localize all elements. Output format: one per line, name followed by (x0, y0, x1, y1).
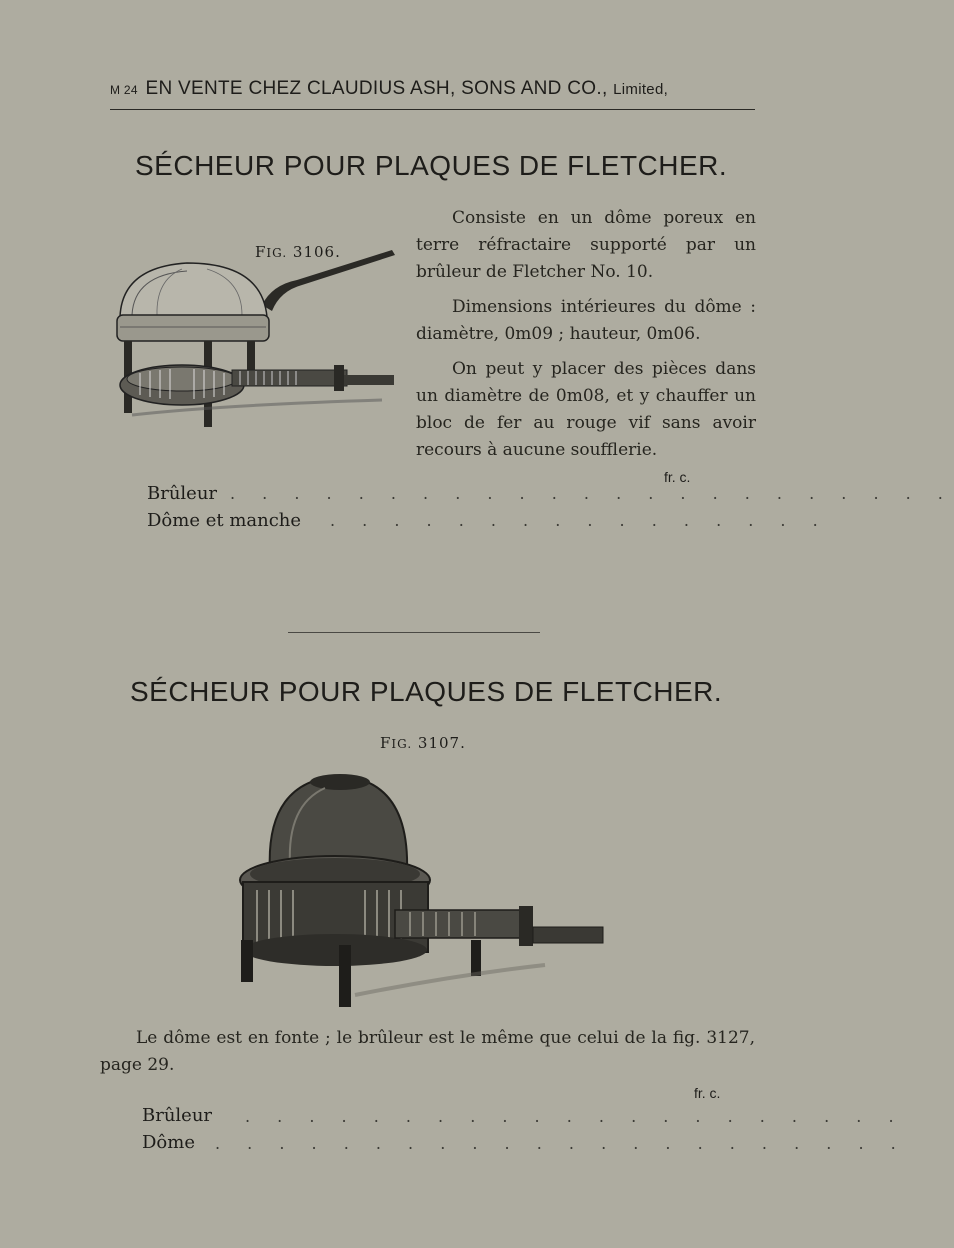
leader-dots: . . . . . . . . . . . . . . . . . . . . . . (215, 1134, 907, 1153)
section1-item-bruleur: Brûleur (147, 483, 218, 504)
header-text: EN VENTE CHEZ CLAUDIUS ASH, SONS AND CO., (145, 78, 608, 99)
leader-dots: . . . . . . . . . . . . . . . . . . . . . . . (230, 484, 954, 503)
cast-iron-dome-drier-illustration (235, 770, 610, 1010)
description-paragraph-3: On peut y placer des pièces dans un diamètre de 0m08, et y chauffer un bloc de fer au rouge vif sans avoir recours à aucune soufflerie. (416, 359, 756, 460)
header-rule (110, 109, 755, 110)
dome-drier-with-handle-illustration (112, 245, 397, 430)
section2-title: SÉCHEUR POUR PLAQUES DE FLETCHER. (130, 676, 723, 707)
section-divider (288, 632, 540, 633)
header-suffix: Limited, (613, 81, 669, 98)
leader-dots: . . . . . . . . . . . . . . . . (330, 511, 829, 530)
section1-price-header: fr. c. (664, 469, 691, 485)
fig-3107-caption: FIG. 3107. (380, 734, 466, 752)
leader-dots: . . . . . . . . . . . . . . . . . . . . . (245, 1107, 905, 1126)
section2-item-dome: Dôme (142, 1132, 195, 1153)
section2-item-bruleur: Brûleur (142, 1105, 213, 1126)
fig-3106-caption: FIG. 3106. (255, 243, 341, 261)
section1-title: SÉCHEUR POUR PLAQUES DE FLETCHER. (135, 150, 728, 181)
section1-item-dome-et-manche: Dôme et manche (147, 510, 302, 531)
page-code: M 24 (110, 83, 138, 97)
description-paragraph-1: Consiste en un dôme poreux en terre réfractaire supporté par un brûleur de Fletcher No. 10. (416, 208, 756, 282)
description-paragraph: Le dôme est en fonte ; le brûleur est le même que celui de la fig. 3127, page 29. (100, 1028, 755, 1075)
description-paragraph-2: Dimensions intérieures du dôme : diamètre, 0m09 ; hauteur, 0m06. (416, 297, 756, 344)
section2-description (100, 1025, 755, 1079)
running-header (110, 78, 755, 100)
section2-price-header: fr. c. (694, 1085, 721, 1101)
section1-description (416, 205, 756, 464)
